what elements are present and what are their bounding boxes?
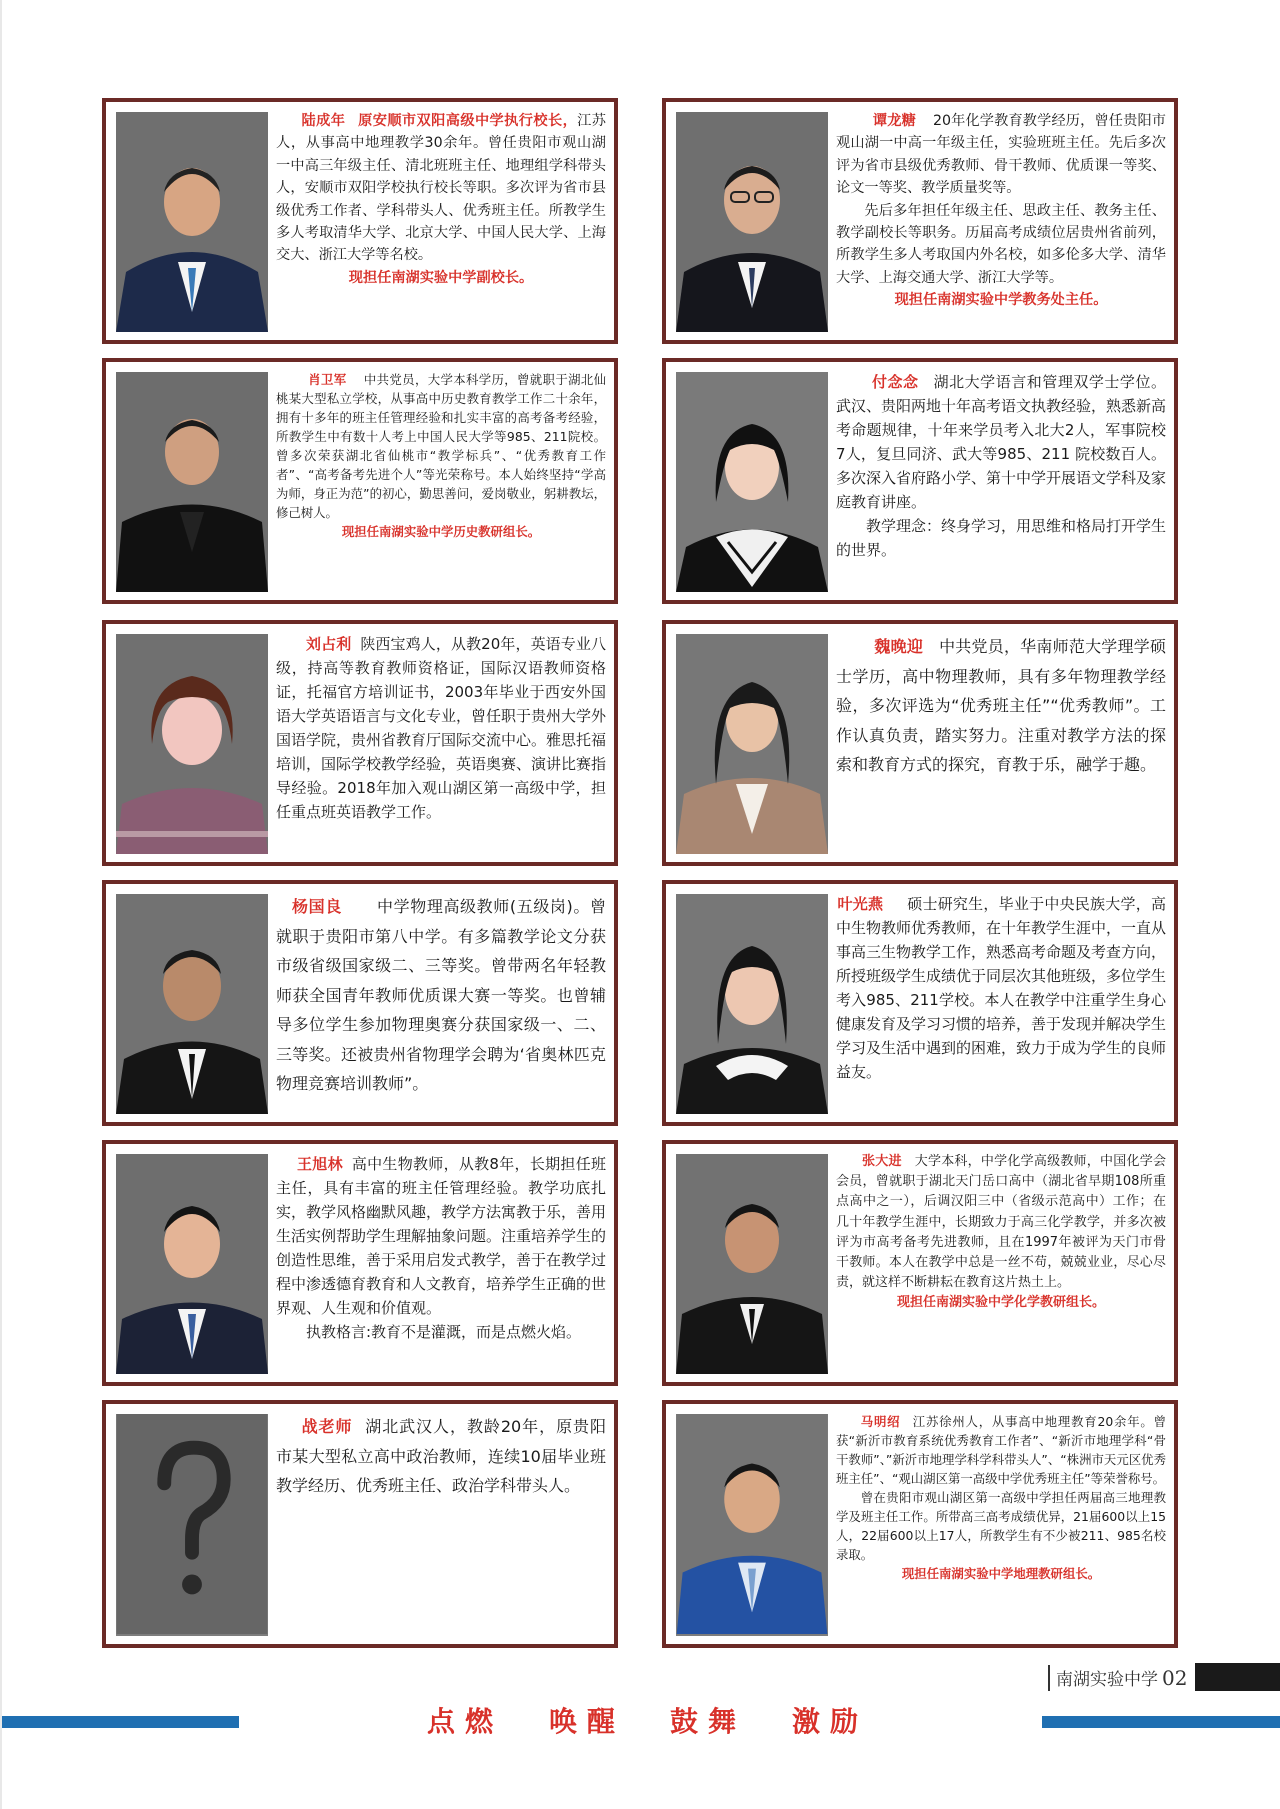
teacher-card xyxy=(102,98,618,344)
teacher-text xyxy=(836,110,1166,334)
slogan-word: 点燃 xyxy=(427,1705,504,1738)
teacher-card xyxy=(662,1140,1178,1386)
teacher-photo xyxy=(116,894,268,1114)
teacher-bio: 高中生物教师，从教8年，长期担任班主任，具有丰富的班主任管理经验。教学功底扎实，教学风格幽默风趣，教学方法寓教于乐，善用生活实例帮助学生理解抽象问题。注重培养学生的创造性思维，善于采用启发式教学，善于在教学过程中渗透德育教育和人文教育，培养学生正确的世界观、人生观和价值观。 xyxy=(276,1155,606,1317)
teacher-card xyxy=(102,1400,618,1648)
teacher-role: 现担任南湖实验中学教务处主任。 xyxy=(894,292,1108,309)
teacher-bio: 20年化学教育教学经历，曾任贵阳市观山湖一中高一年级主任，实验班班主任。先后多次评为省市县级优秀教师、骨干教师、优质课一等奖、论文一等奖、教学质量奖等。 xyxy=(836,113,1166,197)
teacher-text xyxy=(276,1152,606,1376)
teacher-text xyxy=(276,1412,606,1638)
teacher-text xyxy=(836,1412,1166,1638)
teacher-title: 原安顺市双阳高级中学执行校长， xyxy=(358,113,578,129)
teacher-bio: 中共党员，大学本科学历，曾就职于湖北仙桃某大型私立学校，从事高中历史教育教学工作二十余年，拥有十多年的班主任管理经验和扎实丰富的高考备考经验，所教学生中有数十人考上中国人民大学等985、211院校。曾多次荣获湖北省仙桃市“教学标兵”、“优秀教育工作者”、“高考备考先进个人”等光荣称号。本人始终坚持“学高为师，身正为范”的初心，勤思善问，爱岗敬业，躬耕教坛，修己树人。 xyxy=(276,372,606,520)
teacher-name: 刘占利 xyxy=(306,635,352,653)
teacher-text xyxy=(836,370,1166,594)
teacher-photo xyxy=(116,112,268,332)
teacher-text xyxy=(836,1152,1166,1376)
teacher-bio-2: 先后多年担任年级主任、思政主任、教务主任、教学副校长等职务。历届高考成绩位居贵州省前列，所教学生多人考取国内外名校，如多伦多大学、清华大学、上海交通大学、浙江大学等。 xyxy=(836,202,1166,286)
teacher-card xyxy=(662,880,1178,1126)
teacher-photo xyxy=(676,1154,828,1374)
teacher-bio-2: 教学理念：终身学习，用思维和格局打开学生的世界。 xyxy=(836,517,1166,559)
placeholder-photo xyxy=(116,1414,268,1636)
teacher-card xyxy=(662,98,1178,344)
teacher-name: 肖卫军 xyxy=(308,372,347,387)
slogan-word: 激励 xyxy=(792,1705,869,1738)
teacher-photo xyxy=(116,372,268,592)
teacher-name: 马明绍 xyxy=(860,1414,901,1429)
teacher-role: 现担任南湖实验中学副校长。 xyxy=(348,269,534,286)
teacher-photo xyxy=(116,634,268,854)
teacher-bio-2: 执教格言:教育不是灌溉，而是点燃火焰。 xyxy=(306,1323,582,1341)
teacher-bio: 江苏人，从事高中地理教学30余年。曾任贵阳市观山湖一中高三年级主任、清北班班主任、地理组学科带头人，安顺市双阳学校执行校长等职。多次评为省市县级优秀工作者、学科带头人、优秀班主任。所教学生多人考取清华大学、北京大学、中国人民大学、上海交大、浙江大学等名校。 xyxy=(276,113,606,264)
teacher-name: 王旭林 xyxy=(297,1155,343,1173)
teacher-card xyxy=(102,620,618,866)
teacher-role: 现担任南湖实验中学地理教研组长。 xyxy=(901,1566,1101,1581)
teacher-text xyxy=(276,370,606,594)
teacher-text xyxy=(276,632,606,856)
teacher-name: 张大进 xyxy=(862,1154,902,1169)
teacher-bio: 陕西宝鸡人，从教20年，英语专业八级，持高等教育教师资格证，国际汉语教师资格证，托福官方培训证书，2003年毕业于西安外国语大学英语语言与文化专业，曾任职于贵州大学外国语学院，贵州省教育厅国际交流中心。雅思托福培训，国际学校教学经验，英语奥赛、演讲比赛指导经验。2018年加入观山湖区第一高级中学，担任重点班英语教学工作。 xyxy=(276,635,606,821)
teacher-card xyxy=(102,880,618,1126)
teacher-photo xyxy=(116,1154,268,1374)
teacher-name: 战老师 xyxy=(301,1417,353,1436)
teacher-text xyxy=(276,892,606,1116)
teacher-bio: 硕士研究生，毕业于中央民族大学，高中生物教师优秀教师，在十年教学生涯中，一直从事高三生物教学工作，熟悉高考命题及考查方向，所授班级学生成绩优于同层次其他班级，多位学生考入985、211学校。本人在教学中注重学生身心健康发育及学习习惯的培养，善于发现并解决学生学习及生活中遇到的困难，致力于成为学生的良师益友。 xyxy=(836,895,1166,1081)
teacher-card xyxy=(662,620,1178,866)
teacher-bio: 中学物理高级教师(五级岗)。曾就职于贵阳市第八中学。有多篇教学论文分获市级省级国家级二、三等奖。曾带两名年轻教师获全国青年教师优质课大赛一等奖。也曾辅导多位学生参加物理奥赛分获国家级一、二、三等奖。还被贵州省物理学会聘为‘省奥林匹克物理竞赛培训教师”。 xyxy=(276,897,606,1093)
teacher-card xyxy=(102,358,618,604)
teacher-bio: 中共党员，华南师范大学理学硕士学历，高中物理教师，具有多年物理教学经验，多次评选为“优秀班主任”“优秀教师”。工作认真负责，踏实努力。注重对教学方法的探索和教育方式的探究，育教于乐，融学于趣。 xyxy=(836,637,1166,774)
teacher-photo xyxy=(676,112,828,332)
teacher-bio-2: 曾在贵阳市观山湖区第一高级中学担任两届高三地理教学及班主任工作。所带高三高考成绩优异，21届600以上15人，22届600以上17人，所教学生有不少被211、985名校录取。 xyxy=(836,1490,1166,1562)
page-number: 02 xyxy=(1162,1666,1188,1690)
teacher-photo xyxy=(676,372,828,592)
teacher-bio: 湖北大学语言和管理双学士学位。武汉、贵阳两地十年高考语文执教经验，熟悉新高考命题规律，十年来学员考入北大2人，军事院校7人，复旦同济、武大等985、211 院校数百人。多次深入省府路小学、第十中学开展语文学科及家庭教育讲座。 xyxy=(836,373,1166,511)
teacher-card xyxy=(102,1140,618,1386)
teacher-role: 现担任南湖实验中学历史教研组长。 xyxy=(341,524,541,539)
decorative-bar-left xyxy=(2,1716,239,1728)
teacher-name: 陆成年 xyxy=(301,113,346,129)
teacher-bio: 江苏徐州人，从事高中地理教育20余年。曾获“新沂市教育系统优秀教育工作者”、“新沂市地理学科“骨干教师”、”新沂市地理学科学科带头人”、“株洲市天元区优秀班主任”、“观山湖区第一高级中学优秀班主任”等荣誉称号。 xyxy=(836,1414,1166,1486)
teacher-text xyxy=(836,892,1166,1116)
teacher-bio: 湖北武汉人，教龄20年，原贵阳市某大型私立高中政治教师，连续10届毕业班教学经历、优秀班主任、政治学科带头人。 xyxy=(276,1417,606,1495)
school-name: 南湖实验中学 xyxy=(1056,1670,1158,1690)
teacher-bio: 大学本科，中学化学高级教师，中国化学会会员，曾就职于湖北天门岳口高中（湖北省早期108所重点高中之一），后调汉阳三中（省级示范高中）工作；在几十年教学生涯中，长期致力于高三化学教学，并多次被评为市高考备考先进教师，且在1997年被评为天门市骨干教师。本人在教学中总是一丝不苟，兢兢业业，尽心尽责，就这样不断耕耘在教育这片热土上。 xyxy=(836,1154,1166,1291)
teacher-card xyxy=(662,1400,1178,1648)
footer-school-label xyxy=(1048,1665,1187,1691)
teacher-photo xyxy=(676,634,828,854)
question-mark-icon xyxy=(116,1414,268,1634)
teacher-text xyxy=(836,632,1166,856)
footer-black-bar xyxy=(1195,1663,1280,1691)
teacher-name: 谭龙糖 xyxy=(872,113,916,129)
teacher-name: 魏晚迎 xyxy=(874,637,924,656)
teacher-card xyxy=(662,358,1178,604)
teacher-name: 叶光燕 xyxy=(837,895,884,913)
slogan-word: 唤醒 xyxy=(549,1705,626,1738)
teacher-role: 现担任南湖实验中学化学教研组长。 xyxy=(896,1295,1105,1311)
teacher-name: 杨国良 xyxy=(292,897,342,916)
teacher-photo xyxy=(676,894,828,1114)
teacher-photo xyxy=(676,1414,828,1636)
teacher-text xyxy=(276,110,606,334)
teacher-name: 付念念 xyxy=(872,373,919,391)
decorative-bar-right xyxy=(1042,1716,1280,1728)
slogan-word: 鼓舞 xyxy=(670,1705,747,1738)
